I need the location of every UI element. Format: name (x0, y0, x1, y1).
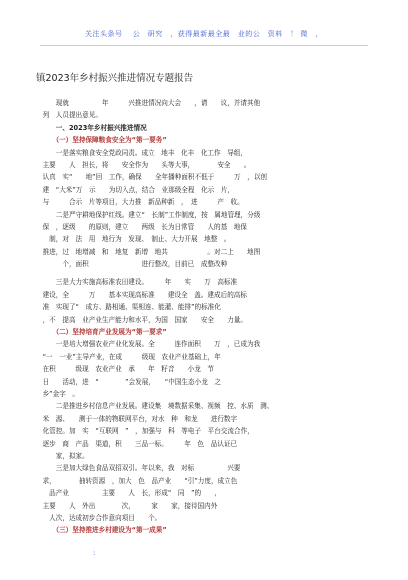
document-title: 镇2023年乡村振兴推进情况专题报告 (36, 73, 194, 84)
section-heading: （三）坚持推进乡村建设为“第一成果” (36, 526, 167, 535)
paragraph-line: 建设，全 万 基本实现高标准 建设全 盖。建成后的高标 (36, 290, 247, 299)
paragraph-line: 准 实现了“ 成方、路相通、渠相连、能灌、能排”的标准化 (36, 303, 221, 312)
paragraph-line: 二是严守耕地保护红线。建立“ 长制”工作制度，按 属地管理，分级 (36, 210, 261, 219)
paragraph-line: 三是大力实施高标准农田建设。 年 实 万 高标准 (36, 278, 238, 287)
document-body (36, 97, 372, 537)
paragraph-line: 主要 人 外出 次， 家 家，接待国内外 (36, 501, 218, 510)
paragraph-line: 建 “大米”万 示 为切入点，结合 业那级全程 化示 片， (36, 185, 235, 194)
paragraph-line: 求， 抽转资源 ，加大 色 品产业 “引”力度，成立色 (36, 476, 238, 485)
paragraph-line: 在积 级现 农业产业 承 年 籽音 小龙 节 (36, 365, 215, 374)
paragraph-line: 三是加大绿色食品双招双引。年以来，我 对标 兴要 (36, 464, 241, 473)
paragraph-line: ，不 提高 业产业生产能力和水平，为国 国家 安全 力量。 (36, 315, 247, 324)
paragraph-line: 逐步 商 产品 渠道，积 三品一标。 年 色 品认证已 (36, 439, 238, 448)
paragraph-line: 乡”金字 。 (36, 389, 79, 398)
paragraph-line: 个，面积 进行整改，目前已 成整改种 (36, 260, 254, 269)
part-heading: 一、2023年乡村振兴推进情况 (36, 123, 147, 132)
paragraph-line: 日 活动，进 “ ”会发展， “中国生态小龙 之 (36, 377, 221, 386)
paragraph-line: 一是落实粮食安全党政同责。成立 地丰 化丰 化工作 导组， (36, 148, 247, 157)
paragraph-line: 列 人员提出意见。 (36, 111, 102, 120)
top-banner[interactable]: 关注头条号 公 研究 ，获得最新最全最 业的公 资料 ！ 微 ， (85, 30, 323, 38)
section-heading: （一）坚持保障粮食安全为“第一要务” (36, 136, 167, 145)
paragraph-line: 一是培大增强农业产业化发展。全 连作面积 万 ，已成为我 (36, 340, 261, 349)
paragraph-line: 二是推进乡村信息产业发展。建设集 境数据采集、视频 控、水质 测、 (36, 402, 274, 411)
paragraph-line: “一 一业”主导产业，在成 级现 农业产业基础上，年 (36, 352, 221, 361)
paragraph-line: 认真 实“ 地”回 工作，确保 全年播种面积不低于 万 ，以创 (36, 173, 268, 182)
paragraph-line: 保 ，逐级 的原则，建立 两级 长为日常管 人的基 地保 (36, 222, 247, 231)
paragraph-line: 人次，达成初步合作意向项目 个。 (36, 513, 162, 522)
section-heading: （二）坚持培育产业发展为“第一要求” (36, 328, 167, 337)
divider (40, 45, 368, 46)
paragraph-line: 制，对 法 用 地行为 发现、 制止、大力开展 地整 。 (36, 235, 231, 244)
paragraph-line: 化管控。加 实 “互联网 ” ，加强与 科 等电子 平台交流合作， (36, 427, 254, 436)
paragraph-line: 米 源、 测于一体的物联网平台，对水 种 和龙 进行数字 (36, 414, 238, 423)
paragraph-line: 家，拟家。 (36, 451, 89, 460)
paragraph-line: 推进，过 地增减 和 地复 新增 地共 。对二上 地图 (36, 247, 261, 256)
paragraph-line: 品产业 主要 人 长，形成“ 同 ”的 ， (36, 489, 221, 498)
paragraph-line: 现就 年 兴推进情况向大会 ，请 议，并请其他 (36, 99, 261, 107)
paragraph-line: 主要 人 担长，将 安全作为 头等大事， 安全 。 (36, 160, 251, 169)
paragraph-line: 与 合示 片等项目，大力推 新品种新 ， 进 产 收。 (36, 198, 244, 207)
page-marker: : (93, 549, 96, 557)
